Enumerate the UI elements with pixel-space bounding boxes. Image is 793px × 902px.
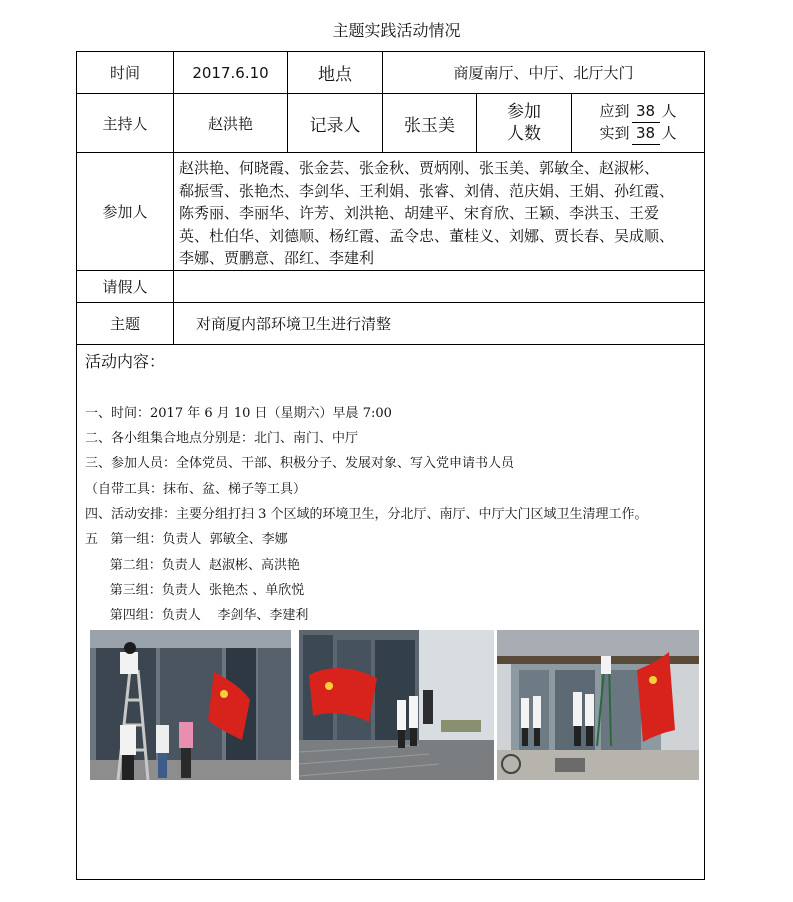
host-value: 赵洪艳 — [174, 94, 288, 152]
content-line: 三、参加人员：全体党员、干部、积极分子、发展对象、写入党申请书人员 — [85, 456, 515, 471]
recorder-label: 记录人 — [288, 94, 383, 152]
expected-unit: 人 — [661, 102, 677, 120]
content-line: 五 第一组：负责人 郭敏全、李娜 — [85, 532, 288, 547]
attendees-line: 赵洪艳、何晓霞、张金芸、张金秋、贾炳刚、张玉美、郭敏全、赵淑彬、 — [179, 159, 660, 177]
attendees-list — [174, 153, 704, 270]
attendees-line: 郗振雪、张艳杰、李剑华、王利娟、张睿、刘倩、范庆娟、王娟、孙红霞、 — [179, 181, 675, 200]
count-label-line1: 参加 — [507, 102, 541, 122]
recorder-value: 张玉美 — [383, 94, 477, 152]
photo-cleaning-south — [299, 630, 494, 780]
photo-cleaning-north — [90, 630, 291, 780]
photo-cleaning-middle — [497, 630, 699, 780]
content-line: 四、活动安排：主要分组打扫 3 个区域的环境卫生，分北厅、南厅、中厅大门区域卫生清理工作。 — [85, 507, 648, 522]
expected-label: 应到 — [599, 102, 630, 120]
place-value: 商厦南厅、中厅、北厅大门 — [453, 64, 634, 82]
leave-value — [174, 271, 704, 302]
count-values — [572, 94, 704, 152]
row-attendees — [77, 153, 704, 271]
row-host-recorder — [77, 94, 704, 153]
actual-count — [599, 123, 676, 145]
theme-label: 主题 — [77, 303, 174, 344]
expected-value: 38 — [632, 101, 660, 123]
place-label: 地点 — [288, 52, 383, 93]
content-title: 活动内容： — [85, 352, 166, 371]
row-time-place — [77, 52, 704, 94]
activity-form-table — [76, 51, 705, 880]
attendees-label: 参加人 — [77, 153, 174, 270]
attendees-line: 李娜、贾鹏意、邵红、李建利 — [179, 249, 375, 267]
content-line: 一、时间：2017 年 6 月 10 日（星期六）早晨 7:00 — [85, 406, 392, 421]
attendees-line: 陈秀丽、李丽华、许芳、刘洪艳、胡建平、宋育欣、王颖、李洪玉、王爱 — [179, 204, 660, 222]
expected-count — [599, 101, 676, 123]
leave-label: 请假人 — [77, 271, 174, 302]
attendees-line: 英、杜伯华、刘德顺、杨红霞、孟令忠、董桂义、刘娜、贾长春、吴成顺、 — [179, 226, 675, 245]
content-line: 二、各小组集合地点分别是：北门、南门、中厅 — [85, 431, 359, 446]
photo-cleaning-north-image — [90, 630, 291, 780]
photo-cleaning-middle-image — [497, 630, 699, 780]
document-title: 主题实践活动情况 — [332, 21, 461, 40]
count-label — [477, 94, 572, 152]
host-label: 主持人 — [77, 94, 174, 152]
actual-unit: 人 — [661, 124, 677, 142]
actual-label: 实到 — [599, 124, 630, 142]
actual-value: 38 — [632, 123, 660, 145]
time-value: 2017.6.10 — [174, 52, 288, 93]
content-line: 第二组：负责人 赵淑彬、高洪艳 — [85, 558, 301, 573]
photo-cleaning-south-image — [299, 630, 494, 780]
content-line: （自带工具：抹布、盆、梯子等工具） — [85, 482, 307, 497]
row-theme — [77, 303, 704, 345]
content-line: 第四组：负责人 李剑华、李建利 — [85, 608, 309, 623]
count-label-line2: 人数 — [507, 124, 541, 144]
time-label: 时间 — [77, 52, 174, 93]
content-line: 第三组：负责人 张艳杰 、单欣悦 — [85, 583, 305, 598]
theme-value: 对商厦内部环境卫生进行清整 — [196, 315, 392, 333]
row-leave — [77, 271, 704, 303]
